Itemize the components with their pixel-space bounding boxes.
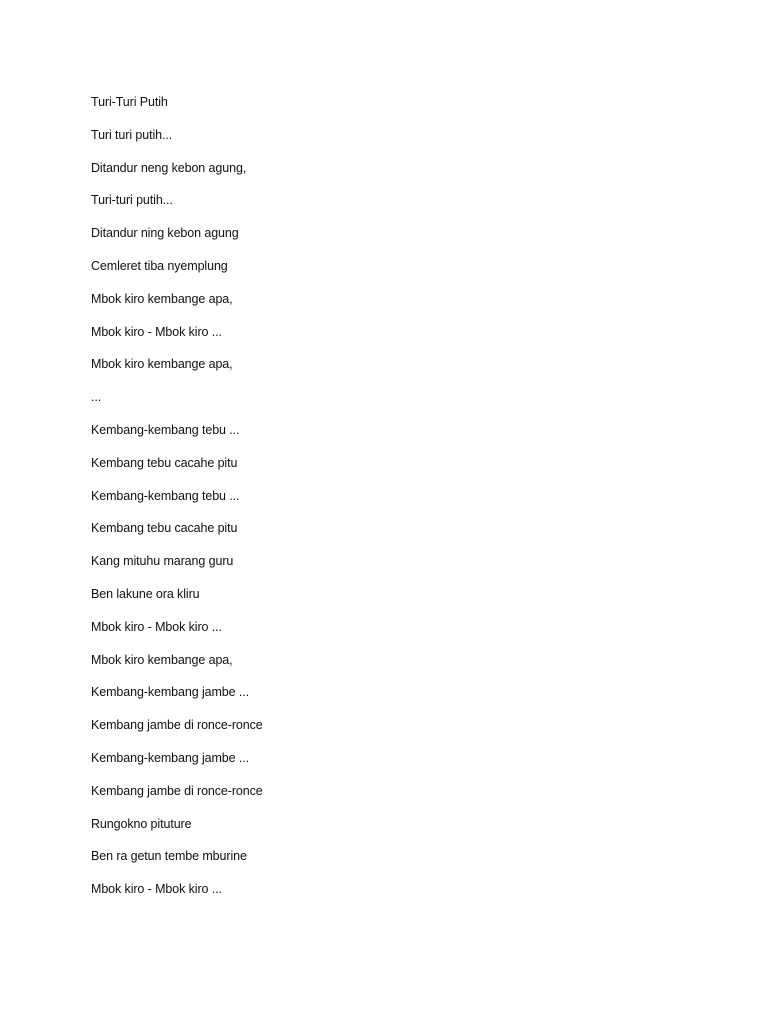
lyric-line: Rungokno pituture [91,816,192,831]
lyric-line: Mbok kiro kembange apa, [91,652,233,667]
lyric-line: Mbok kiro - Mbok kiro ... [91,619,222,634]
lyric-line: Kembang tebu cacahe pitu [91,455,238,470]
lyric-line: Mbok kiro kembange apa, [91,357,233,372]
lyric-line: Ben ra getun tembe mburine [91,849,247,864]
lyrics-text [91,92,263,912]
lyric-line: Ben lakune ora kliru [91,586,200,601]
lyric-line: Kembang-kembang jambe ... [91,750,250,765]
lyric-line: Kembang tebu cacahe pitu [91,521,238,536]
lyric-line: ... [91,390,102,405]
lyric-line: Kang mituhu marang guru [91,554,234,569]
lyric-line: Ditandur neng kebon agung, [91,160,247,175]
lyric-line: Turi-turi putih... [91,193,173,208]
lyric-line: Kembang-kembang tebu ... [91,488,240,503]
lyric-line: Kembang-kembang jambe ... [91,685,250,700]
lyric-line: Turi turi putih... [91,127,173,142]
lyric-line: Cemleret tiba nyemplung [91,258,228,273]
lyric-line: Mbok kiro kembange apa, [91,291,233,306]
lyric-line: Kembang-kembang tebu ... [91,422,240,437]
lyric-line: Mbok kiro - Mbok kiro ... [91,882,222,897]
lyric-line: Kembang jambe di ronce-ronce [91,718,263,733]
lyric-line: Ditandur ning kebon agung [91,226,239,241]
lyric-line: Kembang jambe di ronce-ronce [91,783,263,798]
song-title: Turi-Turi Putih [91,95,168,109]
lyric-line: Mbok kiro - Mbok kiro ... [91,324,222,339]
